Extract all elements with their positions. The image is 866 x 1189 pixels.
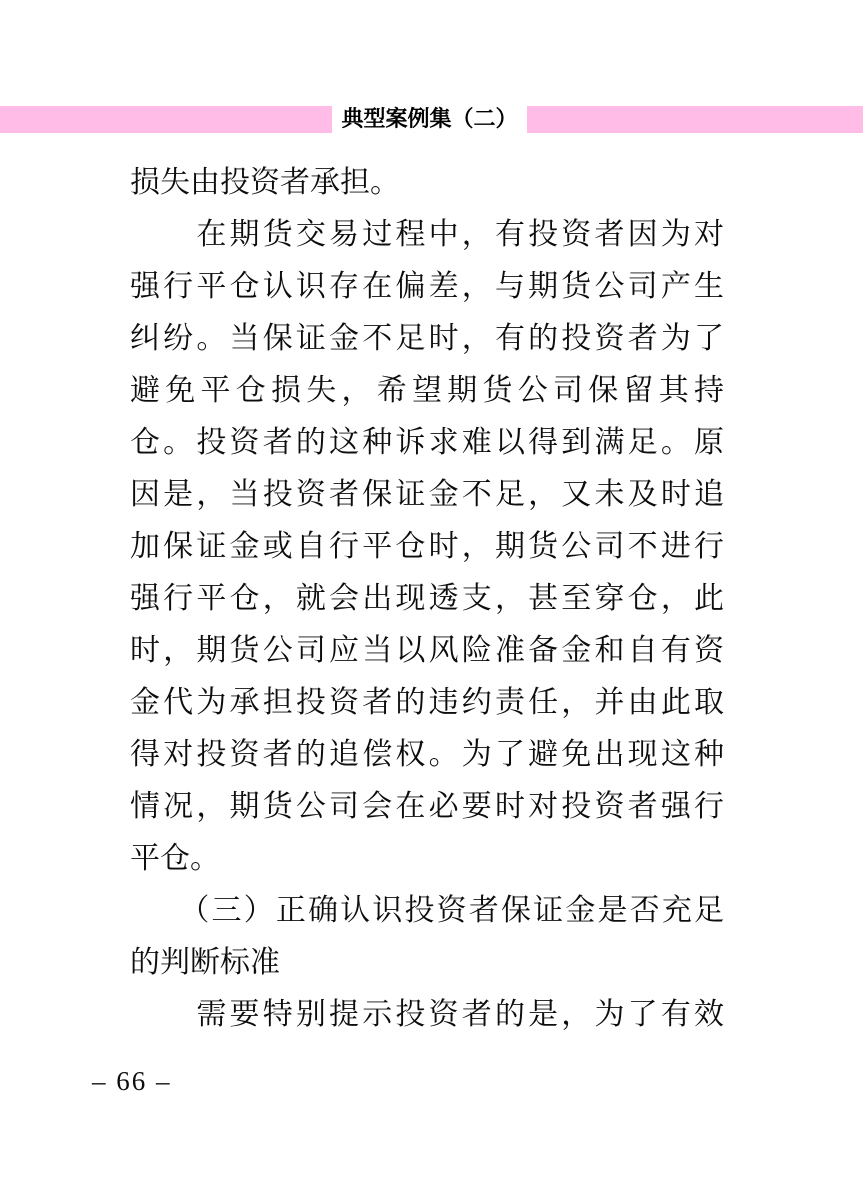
text-line: 避免平仓损失，希望期货公司保留其持 — [130, 374, 724, 407]
text-line: 的判断标准 — [130, 946, 280, 979]
text-line: 在期货交易过程中，有投资者因为对 — [130, 218, 724, 251]
text-line: 因是，当投资者保证金不足，又未及时追 — [130, 478, 724, 511]
text-line: 平仓。 — [130, 842, 220, 875]
running-header-title: 典型案例集（二） — [341, 106, 518, 131]
header-rule-left — [0, 106, 332, 133]
text-line: 时，期货公司应当以风险准备金和自有资 — [130, 634, 724, 667]
text-line: 金代为承担投资者的违约责任，并由此取 — [130, 686, 724, 719]
text-line: 仓。投资者的这种诉求难以得到满足。原 — [130, 426, 724, 459]
text-line: 情况，期货公司会在必要时对投资者强行 — [130, 790, 724, 823]
text-line: 得对投资者的追偿权。为了避免出现这种 — [130, 738, 724, 771]
text-line: 损失由投资者承担。 — [130, 166, 400, 199]
page-number: – 66 – — [92, 1066, 172, 1096]
text-line: 强行平仓认识存在偏差，与期货公司产生 — [130, 270, 724, 303]
text-line section-heading: （三）正确认识投资者保证金是否充足 — [130, 894, 724, 927]
text-line: 纠纷。当保证金不足时，有的投资者为了 — [130, 322, 724, 355]
text-line: 加保证金或自行平仓时，期货公司不进行 — [130, 530, 724, 563]
header-rule-right — [527, 106, 863, 133]
body-text — [130, 157, 724, 1041]
text-line: 需要特别提示投资者的是，为了有效 — [130, 998, 724, 1031]
text-line: 强行平仓，就会出现透支，甚至穿仓，此 — [130, 582, 724, 615]
